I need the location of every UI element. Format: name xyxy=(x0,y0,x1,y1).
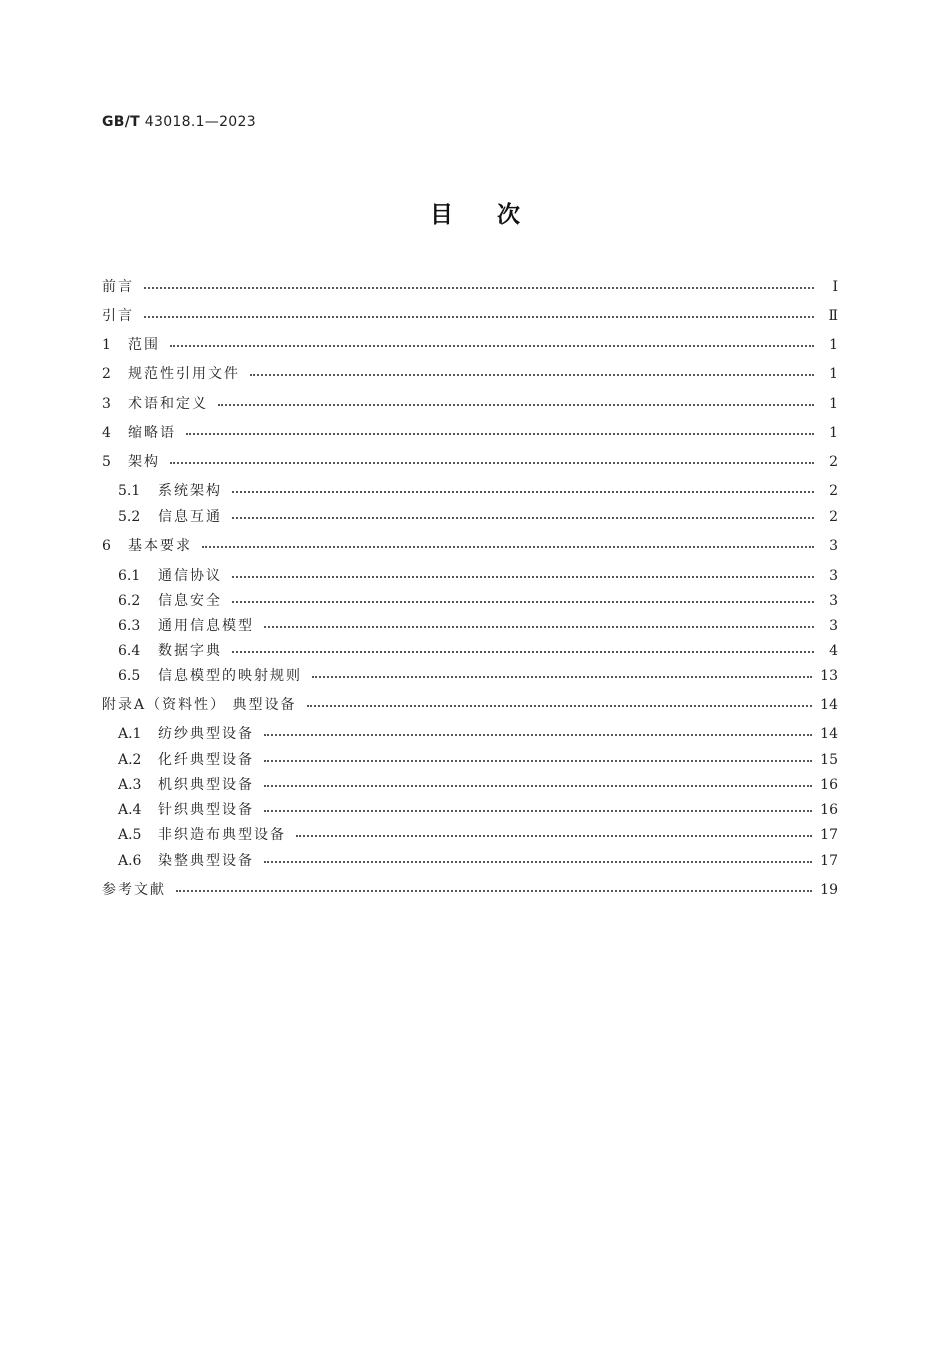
toc-page-number: 16 xyxy=(820,802,838,818)
standard-code xyxy=(102,114,256,130)
toc-entry-3[interactable] xyxy=(102,393,838,413)
toc-leader-dots xyxy=(312,676,812,678)
toc-leader-dots xyxy=(218,404,814,406)
toc-label: 纺纱典型设备 xyxy=(158,726,254,742)
toc-leader-dots xyxy=(232,576,814,578)
toc-entry-5-1[interactable] xyxy=(118,480,838,500)
toc-leader-dots xyxy=(202,546,814,548)
toc-entry-6-4[interactable] xyxy=(118,640,838,660)
toc-number: 5.1 xyxy=(118,483,141,499)
toc-entry-6-1[interactable] xyxy=(118,565,838,585)
toc-label: 参考文献 xyxy=(102,882,166,898)
toc-number: A.5 xyxy=(118,827,142,843)
toc-leader-dots xyxy=(250,374,814,376)
toc-page-number: 2 xyxy=(829,509,838,525)
toc-label: 数据字典 xyxy=(158,643,222,659)
toc-entry-a-5[interactable] xyxy=(118,824,838,844)
standard-prefix: GB/T xyxy=(102,114,141,130)
toc-page-number: 14 xyxy=(820,697,838,713)
toc-label: 术语和定义 xyxy=(128,396,208,412)
toc-page-number: 14 xyxy=(820,726,838,742)
toc-label: 系统架构 xyxy=(158,483,222,499)
toc-entry-annex-a[interactable] xyxy=(102,694,838,714)
toc-leader-dots xyxy=(232,651,814,653)
toc-entry-4[interactable] xyxy=(102,422,838,442)
toc-page-number: 16 xyxy=(820,777,838,793)
toc-number: 1 xyxy=(102,337,111,353)
page-title: 目次 xyxy=(430,202,564,228)
toc-label: 基本要求 xyxy=(128,538,192,554)
toc-label: 信息安全 xyxy=(158,593,222,609)
toc-leader-dots xyxy=(264,734,812,736)
toc-leader-dots xyxy=(170,462,814,464)
toc-leader-dots xyxy=(144,287,814,289)
toc-leader-dots xyxy=(144,316,814,318)
toc-entry-bibliography[interactable] xyxy=(102,879,838,899)
toc-label: 通用信息模型 xyxy=(158,618,254,634)
toc-page-number: 19 xyxy=(820,882,838,898)
toc-number: 5 xyxy=(102,454,111,470)
toc-label: 信息模型的映射规则 xyxy=(158,668,302,684)
toc-page-number: 2 xyxy=(829,454,838,470)
toc-label: 非织造布典型设备 xyxy=(158,827,286,843)
toc-label: 规范性引用文件 xyxy=(128,366,240,382)
toc-page-number: 17 xyxy=(820,853,838,869)
toc-number: 4 xyxy=(102,425,111,441)
toc-entry-a-2[interactable] xyxy=(118,749,838,769)
toc-leader-dots xyxy=(296,835,812,837)
toc-entry-6-5[interactable] xyxy=(118,665,838,685)
toc-leader-dots xyxy=(264,810,812,812)
toc-number: 6.4 xyxy=(118,643,141,659)
toc-leader-dots xyxy=(232,491,814,493)
toc-entry-1[interactable] xyxy=(102,334,838,354)
toc-number: A.6 xyxy=(118,853,142,869)
toc-leader-dots xyxy=(232,517,814,519)
toc-entry-introduction[interactable] xyxy=(102,305,838,325)
toc-leader-dots xyxy=(232,601,814,603)
toc-leader-dots xyxy=(264,760,812,762)
toc-page-number: 3 xyxy=(829,538,838,554)
toc-number: 3 xyxy=(102,396,111,412)
toc-page-number: 2 xyxy=(829,483,838,499)
toc-page-number: 15 xyxy=(820,752,838,768)
toc-leader-dots xyxy=(186,433,814,435)
toc-leader-dots xyxy=(264,861,812,863)
toc-page-number: 3 xyxy=(829,618,838,634)
toc-entry-6-3[interactable] xyxy=(118,615,838,635)
toc-number: 6.5 xyxy=(118,668,141,684)
toc-page-number: 3 xyxy=(829,593,838,609)
toc-leader-dots xyxy=(264,785,812,787)
toc-leader-dots xyxy=(264,626,814,628)
toc-entry-a-6[interactable] xyxy=(118,850,838,870)
toc-label: 范围 xyxy=(128,337,160,353)
toc-page-number: 13 xyxy=(820,668,838,684)
toc-number: 6 xyxy=(102,538,111,554)
toc-number: 2 xyxy=(102,366,111,382)
toc-entry-6[interactable] xyxy=(102,535,838,555)
standard-number: 43018.1—2023 xyxy=(144,114,256,130)
toc-number: A.3 xyxy=(118,777,142,793)
toc-number: A.2 xyxy=(118,752,142,768)
toc-entry-foreword[interactable] xyxy=(102,276,838,296)
toc-leader-dots xyxy=(170,345,814,347)
toc-label: 前言 xyxy=(102,279,134,295)
toc-leader-dots xyxy=(307,705,813,707)
toc-number: A.1 xyxy=(118,726,142,742)
toc-entry-5[interactable] xyxy=(102,451,838,471)
toc-label: 架构 xyxy=(128,454,160,470)
toc-page-number: 1 xyxy=(829,366,838,382)
toc-page-number: 1 xyxy=(829,396,838,412)
toc-number: 6.1 xyxy=(118,568,141,584)
toc-label: 机织典型设备 xyxy=(158,777,254,793)
toc-entry-2[interactable] xyxy=(102,363,838,383)
toc-entry-a-4[interactable] xyxy=(118,799,838,819)
toc-number: 5.2 xyxy=(118,509,141,525)
toc-entry-6-2[interactable] xyxy=(118,590,838,610)
toc-page-number: 1 xyxy=(829,425,838,441)
toc-leader-dots xyxy=(176,890,812,892)
toc-entry-5-2[interactable] xyxy=(118,506,838,526)
toc-label: 信息互通 xyxy=(158,509,222,525)
toc-label: 附录A（资料性） 典型设备 xyxy=(102,697,297,713)
toc-page-number: Ⅰ xyxy=(832,279,838,295)
toc-page-number: 17 xyxy=(820,827,838,843)
toc-number: A.4 xyxy=(118,802,142,818)
toc-label: 通信协议 xyxy=(158,568,222,584)
toc-page-number: Ⅱ xyxy=(828,308,838,324)
toc-page-number: 3 xyxy=(829,568,838,584)
toc-number: 6.2 xyxy=(118,593,141,609)
toc-number: 6.3 xyxy=(118,618,141,634)
toc-entry-a-1[interactable] xyxy=(118,723,838,743)
toc-page-number: 1 xyxy=(829,337,838,353)
toc-entry-a-3[interactable] xyxy=(118,774,838,794)
toc-label: 引言 xyxy=(102,308,134,324)
toc-label: 缩略语 xyxy=(128,425,176,441)
toc-page-number: 4 xyxy=(829,643,838,659)
toc-label: 针织典型设备 xyxy=(158,802,254,818)
toc-label: 染整典型设备 xyxy=(158,853,254,869)
toc-label: 化纤典型设备 xyxy=(158,752,254,768)
